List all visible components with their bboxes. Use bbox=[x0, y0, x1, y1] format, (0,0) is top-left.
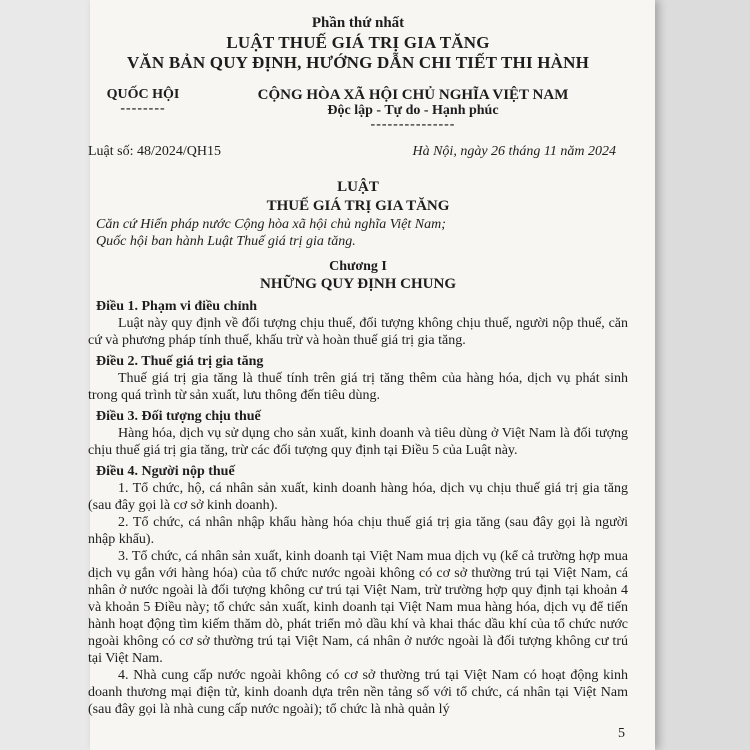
document-name: THUẾ GIÁ TRỊ GIA TĂNG bbox=[266, 198, 450, 214]
article-paragraph: 4. Nhà cung cấp nước ngoài không có cơ sở thường trú tại Việt Nam có hoạt động kinh doanh thương mại điện tử, kinh doanh dựa trên nền tảng số với tổ chức, cá nhân tại Việt Nam (sau đây gọi là nhà cung cấp nước ngoài); tổ chức là nhà quản lý bbox=[88, 668, 628, 717]
part-heading: Phần thứ nhất bbox=[311, 15, 405, 31]
article-paragraph: 1. Tổ chức, hộ, cá nhân sản xuất, kinh doanh hàng hóa, dịch vụ chịu thuế giá trị gia tăng (sau đây gọi là cơ sở kinh doanh). bbox=[88, 481, 628, 513]
motto-underline: --------------- bbox=[370, 117, 456, 132]
national-motto: Độc lập - Tự do - Hạnh phúc bbox=[327, 103, 499, 118]
chapter-label: Chương I bbox=[329, 259, 387, 274]
article-title: Điều 4. Người nộp thuế bbox=[96, 464, 235, 479]
law-number: Luật số: 48/2024/QH15 bbox=[88, 144, 221, 159]
article-paragraph: 2. Tổ chức, cá nhân nhập khẩu hàng hóa chịu thuế giá trị gia tăng (sau đây gọi là người nhập khẩu). bbox=[88, 515, 628, 547]
document-subtitle: VĂN BẢN QUY ĐỊNH, HƯỚNG DẪN CHI TIẾT THI HÀNH bbox=[126, 53, 590, 72]
article-paragraph: Thuế giá trị gia tăng là thuế tính trên giá trị tăng thêm của hàng hóa, dịch vụ phát sinh trong quá trình từ sản xuất, lưu thông đến tiêu dùng. bbox=[88, 371, 628, 403]
chapter-name: NHỮNG QUY ĐỊNH CHUNG bbox=[260, 276, 456, 292]
law-title: LUẬT THUẾ GIÁ TRỊ GIA TĂNG bbox=[226, 33, 490, 52]
issuer-underline: -------- bbox=[120, 101, 166, 116]
article-paragraph: Luật này quy định về đối tượng chịu thuế, đối tượng không chịu thuế, người nộp thuế, căn cứ và phương pháp tính thuế, khấu trừ và hoàn thuế giá trị gia tăng. bbox=[88, 316, 628, 348]
document-type: LUẬT bbox=[337, 179, 379, 195]
article-title: Điều 1. Phạm vi điều chỉnh bbox=[96, 299, 258, 314]
article-title: Điều 2. Thuế giá trị gia tăng bbox=[96, 354, 264, 369]
document-header bbox=[88, 87, 628, 131]
document-meta bbox=[88, 143, 628, 160]
page-content bbox=[88, 14, 628, 718]
article-paragraph: 3. Tổ chức, cá nhân sản xuất, kinh doanh tại Việt Nam mua dịch vụ (kể cả trường hợp mua dịch vụ gắn với hàng hóa) của tổ chức nước ngoài không có cơ sở thường trú tại Việt Nam, cá nhân ở nước ngoài là đối tượng không cư trú tại Việt Nam, trừ trường hợp quy định tại khoản 4 và khoản 5 Điều này; tổ chức sản xuất, kinh doanh tại Việt Nam mua hàng hóa, dịch vụ để tiến hành hoạt động tìm kiếm thăm dò, phát triển mỏ dầu khí và khai thác dầu khí của tổ chức nước ngoài không có cơ sở thường trú tại Việt Nam, cá nhân ở nước ngoài là đối tượng không cư trú tại Việt Nam. bbox=[88, 549, 628, 666]
issuer-name: QUỐC HỘI bbox=[106, 87, 180, 102]
article-paragraph: Hàng hóa, dịch vụ sử dụng cho sản xuất, kinh doanh và tiêu dùng ở Việt Nam là đối tượng chịu thuế giá trị gia tăng, trừ các đối tượng quy định tại Điều 5 của Luật này. bbox=[88, 426, 628, 458]
legal-basis-2: Quốc hội ban hành Luật Thuế giá trị gia tăng. bbox=[96, 234, 356, 249]
article-title: Điều 3. Đối tượng chịu thuế bbox=[96, 409, 261, 424]
issuer-block bbox=[88, 87, 198, 131]
place-date: Hà Nội, ngày 26 tháng 11 năm 2024 bbox=[412, 144, 616, 159]
national-title-block bbox=[198, 87, 628, 131]
page-number: 5 bbox=[618, 726, 625, 741]
legal-basis-1: Căn cứ Hiến pháp nước Cộng hòa xã hội chủ nghĩa Việt Nam; bbox=[96, 217, 446, 232]
country-name: CỘNG HÒA XÃ HỘI CHỦ NGHĨA VIỆT NAM bbox=[257, 87, 569, 103]
